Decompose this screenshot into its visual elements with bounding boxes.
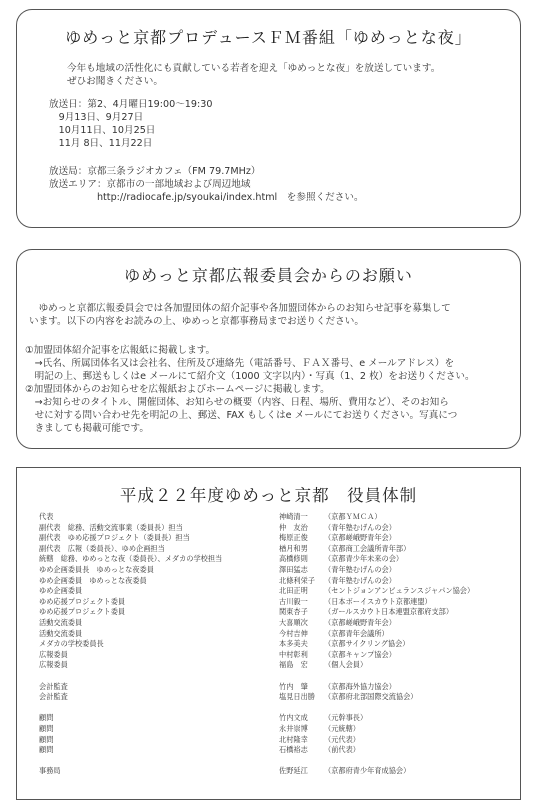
- officer-org: （青年塾むげんの会）: [324, 522, 396, 532]
- officer-row: [39, 692, 509, 702]
- officer-org: （京都商工会議所青年部）: [324, 543, 411, 553]
- officer-name: 福島 宏: [279, 660, 308, 670]
- officer-row: [39, 523, 509, 533]
- officer-name: 梅原正俊: [279, 533, 308, 543]
- officer-row: [39, 512, 509, 522]
- officer-role: ゆめ応援プロジェクト委員: [39, 596, 126, 606]
- officer-row: [39, 629, 509, 639]
- officer-name: 澤田猛志: [279, 565, 308, 574]
- officer-org: （元統轄）: [324, 724, 360, 733]
- officer-row: [39, 724, 509, 734]
- officer-role: 顧問: [39, 713, 54, 723]
- officer-row: [39, 703, 509, 713]
- officer-name: 北條利栄子: [279, 575, 315, 585]
- officer-row: [39, 735, 509, 745]
- officer-org: （セントジョンアンビュランスジャパン協会）: [324, 586, 475, 596]
- officer-role: 会計監査: [39, 692, 68, 702]
- officer-row: [39, 576, 509, 586]
- fm-program-intro: 今年も地域の活性化にも貢献している若者を迎え「ゆめっとな夜」を放送しています。 ぜひお聞きください。: [67, 63, 441, 87]
- officer-org: （京都青少年未来の会）: [324, 554, 404, 564]
- officer-name: 仲 友治: [279, 522, 308, 532]
- officer-row: [39, 533, 509, 543]
- officer-name: 本多美夫: [279, 639, 308, 649]
- officer-role: 副代表 ゆめ応援プロジェクト（委員長）担当: [39, 533, 190, 543]
- officers-title: 平成２２年度ゆめっと京都 役員体制: [119, 486, 418, 505]
- officer-org: （元代表）: [324, 734, 360, 744]
- officer-name: 永井崇博: [279, 724, 308, 733]
- officer-org: （個人会員）: [324, 660, 368, 670]
- officer-name: 竹内 肇: [279, 681, 308, 691]
- officer-role: 顧問: [39, 734, 54, 744]
- officer-role: ゆめ企画委員 ゆめっとな夜委員: [39, 575, 147, 585]
- officer-org: （京都ＹＭＣＡ）: [324, 512, 382, 521]
- officer-org: （前代表）: [324, 745, 360, 755]
- officer-name: 竹内文成: [279, 713, 308, 723]
- officer-org: （京都青年会議所）: [324, 628, 389, 638]
- officers-box: [16, 467, 521, 800]
- officer-role: 副代表 総務、活動交流事業（委員長）担当: [39, 522, 183, 532]
- officer-row: [39, 756, 509, 766]
- officer-org: （京都サイクリング協会）: [324, 639, 410, 649]
- officer-row: [39, 766, 509, 776]
- officer-name: 中村彰利: [279, 649, 308, 659]
- officer-role: 活動交流委員: [39, 618, 83, 627]
- officer-role: 副代表 広報（委員長）、ゆめ企画担当: [39, 543, 165, 553]
- fm-program-box: [16, 9, 521, 228]
- officer-org: （ガールスカウト日本連盟京都府支部）: [324, 607, 454, 617]
- officer-row: [39, 544, 509, 554]
- officer-row: [39, 565, 509, 575]
- officer-role: 広報委員: [39, 649, 68, 659]
- officer-org: （京都嵯峨野青年会）: [324, 618, 396, 627]
- officer-row: [39, 745, 509, 755]
- officer-name: 今村吉伸: [279, 628, 308, 638]
- officer-name: 楢月和男: [279, 543, 308, 553]
- officer-role: 活動交流委員: [39, 628, 83, 638]
- officer-org: （京都嵯峨野青年会）: [324, 533, 396, 543]
- officer-row: [39, 713, 509, 723]
- officer-role: 顧問: [39, 724, 54, 733]
- officer-row: [39, 650, 509, 660]
- officer-row: [39, 639, 509, 649]
- officer-name: 大喜順次: [279, 618, 308, 627]
- officer-name: 高橋修則: [279, 554, 308, 564]
- officer-role: ゆめ応援プロジェクト委員: [39, 607, 126, 617]
- officer-row: [39, 660, 509, 670]
- fm-program-title: ゆめっと京都プロデュースＦＭ番組「ゆめっとな夜」: [65, 28, 472, 47]
- officer-name: 北田正明: [279, 586, 308, 596]
- officer-name: 古川毅一: [279, 596, 308, 606]
- officer-org: （元幹事長）: [324, 713, 368, 723]
- officer-org: （京都海外協力協会）: [324, 681, 396, 691]
- officer-row: [39, 554, 509, 564]
- officer-name: 石橋裕志: [279, 745, 308, 755]
- officer-role: ゆめ企画委員長 ゆめっとな夜委員: [39, 565, 154, 574]
- officer-role: 会計監査: [39, 681, 68, 691]
- officer-org: （青年塾むげんの会）: [324, 565, 396, 574]
- broadcast-station-info: 放送局：京都三条ラジオカフェ（FM 79.7MHz） 放送エリア：京都市の一部地域および周辺地域 http://radiocafe.jp/syoukai/index.html を参照ください。: [49, 166, 364, 203]
- officer-row: [39, 607, 509, 617]
- officer-row: [39, 597, 509, 607]
- officer-role: 代表: [39, 512, 54, 521]
- officer-org: （京都府北部国際交流協会）: [324, 692, 418, 702]
- officer-org: （京都キャンプ協会）: [324, 649, 396, 659]
- officer-name: 佐野延江: [279, 766, 308, 776]
- officer-row: [39, 618, 509, 628]
- officer-name: 関東杏子: [279, 607, 308, 617]
- officer-org: （京都府青少年育成協会）: [324, 766, 411, 776]
- officer-org: （青年塾むげんの会）: [324, 575, 396, 585]
- pr-committee-box: [16, 249, 521, 449]
- officer-row: [39, 671, 509, 681]
- officer-role: メダカの学校委員長: [39, 639, 104, 649]
- officer-role: 広報委員: [39, 660, 68, 670]
- officer-row: [39, 586, 509, 596]
- officer-role: 事務局: [39, 766, 61, 776]
- officer-role: 顧問: [39, 745, 54, 755]
- pr-committee-intro: ゆめっと京都広報委員会では各加盟団体の紹介記事や各加盟団体からのお知らせ記事を募集して います。以下の内容をお読みの上、ゆめっと京都事務局までお送りください。: [29, 303, 451, 327]
- pr-committee-requests: ①加盟団体紹介記事を広報紙に掲載します。 →氏名、所属団体名又は会社名、住所及び連絡先（電話番号、ＦＡＸ番号、e メールアドレス）を 明記の上、郵送もしくはe メールにて紹介文（1000 文字以内）・写真（1、2 枚）をお送りください。 ②加盟団体からのお知らせを広報紙およびホームページに掲載します。 →お知らせのタイトル、開催団体、お知らせの概要（内容、日程、場所、費用など）、そのお知ら せに対する問い合わせ先を明記の上、郵送、FAX もしくはe メールにてお送りください。写真につ きましても掲載可能です。: [25, 345, 475, 434]
- pr-committee-title: ゆめっと京都広報委員会からのお願い: [124, 266, 413, 285]
- officer-role: 統轄 総務、ゆめっとな夜（委員長）、メダカの学校担当: [39, 554, 223, 564]
- officer-name: 塩見日出勝: [279, 692, 315, 702]
- officer-name: 北村隆幸: [279, 734, 308, 744]
- officer-row: [39, 682, 509, 692]
- officer-name: 神崎清一: [279, 512, 308, 521]
- officer-role: ゆめ企画委員: [39, 586, 83, 596]
- broadcast-schedule: 放送日：第2、4月曜日19:00〜19:30 9月13日、9月27日 10月11日、10月25日 11月 8日、11月22日: [49, 99, 213, 149]
- officer-org: （日本ボーイスカウト京都連盟）: [324, 596, 432, 606]
